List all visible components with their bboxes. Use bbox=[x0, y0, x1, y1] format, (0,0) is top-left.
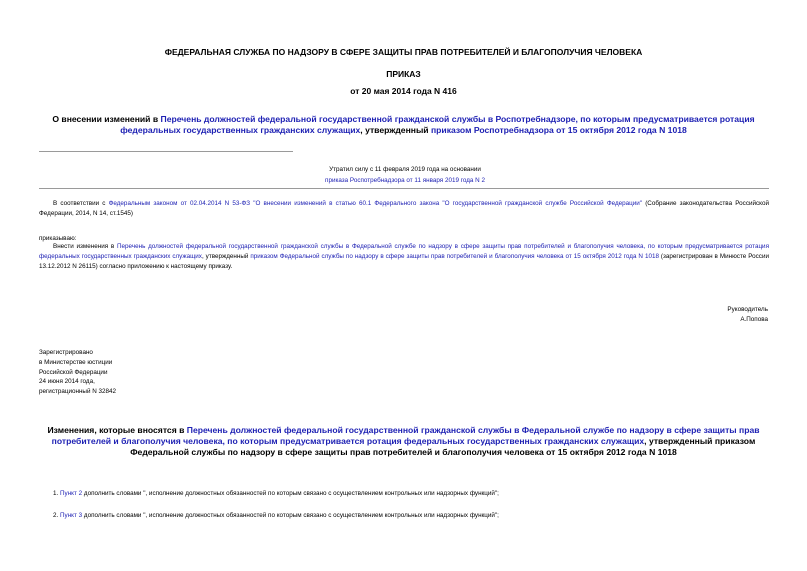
registration-line: в Министерстве юстиции bbox=[39, 358, 113, 366]
item-clause-link[interactable]: Пункт 3 bbox=[60, 512, 83, 519]
agency-heading: ФЕДЕРАЛЬНАЯ СЛУЖБА ПО НАДЗОРУ В СФЕРЕ ЗАЩИТЫ ПРАВ ПОТРЕБИТЕЛЕЙ И БЛАГОПОЛУЧИЯ ЧЕЛОВЕКА bbox=[164, 47, 643, 57]
change-item bbox=[53, 511, 499, 521]
signer-name: А.Попова bbox=[740, 316, 768, 323]
title-middle: , утвержденный bbox=[360, 125, 431, 135]
signer-position: Руководитель bbox=[727, 306, 768, 313]
order-suffix: (зарегистрирован в Минюсте России 13.12.2012 N 26115) согласно приложению к настоящему приказу. bbox=[39, 252, 769, 270]
title-prefix: О внесении изменений в bbox=[52, 114, 161, 124]
title-list-link[interactable]: Перечень должностей федеральной государственной гражданской службы в Роспотребнадзоре, по которым предусматривается ротация федеральных государственных гражданских служащих bbox=[120, 114, 755, 135]
repeal-text: Утратил силу с 11 февраля 2019 года на основании bbox=[329, 166, 481, 173]
basis-suffix: (Собрание законодательства Российской Федерации, 2014, N 14, ст.1545) bbox=[39, 200, 770, 217]
item-clause-link[interactable]: Пункт 2 bbox=[60, 490, 83, 497]
repeal-order-link[interactable]: приказа Роспотребнадзора от 11 января 2019 года N 2 bbox=[325, 177, 485, 184]
basis-prefix: В соответствии с bbox=[53, 200, 109, 207]
registration-line: регистрационный N 32842 bbox=[39, 388, 117, 396]
order-paragraph bbox=[39, 242, 769, 271]
registration-line: Российской Федерации bbox=[39, 368, 108, 376]
divider-short bbox=[39, 151, 293, 152]
document-title bbox=[36, 114, 771, 136]
order-word: приказываю: bbox=[39, 235, 77, 242]
document-type: ПРИКАЗ bbox=[386, 69, 421, 79]
item-text: дополнить словами ", исполнение должностных обязанностей по которым связано с осуществлением контрольных или надзорных функций"; bbox=[82, 512, 499, 519]
changes-prefix: Изменения, которые вносятся в bbox=[47, 425, 187, 435]
item-number: 1. bbox=[53, 490, 61, 497]
registration-line: Зарегистрировано bbox=[39, 349, 93, 356]
order-base-link[interactable]: приказом Федеральной службы по надзору в сфере защиты прав потребителей и благополучия человека от 15 октября 2012 года N 1018 bbox=[250, 252, 659, 260]
repeal-note bbox=[300, 164, 510, 186]
basis-paragraph bbox=[39, 199, 769, 219]
changes-list-link[interactable]: Перечень должностей федеральной государственной гражданской службы в Федеральной службе по надзору в сфере защиты прав потребителей и благополучия человека, по которым предусматривается ротация федеральных государственных гражданских служащих bbox=[51, 425, 760, 446]
order-prefix: Внести изменения в bbox=[53, 243, 117, 250]
item-text: дополнить словами ", исполнение должностных обязанностей по которым связано с осуществлением контрольных или надзорных функций"; bbox=[82, 490, 499, 497]
registration-block bbox=[39, 348, 116, 397]
federal-law-link[interactable]: Федеральным законом от 02.04.2014 N 53-ФЗ "О внесении изменений в статью 60.1 Федерального закона "О государственной гражданской службе Российской Федерации" bbox=[108, 200, 643, 207]
document-date: от 20 мая 2014 года N 416 bbox=[350, 86, 457, 96]
changes-middle: , утвержденный приказом Федеральной службы по надзору в сфере защиты прав потребителей и благополучия человека от 15 октября 2012 года N 1018 bbox=[130, 436, 756, 457]
item-number: 2. bbox=[53, 512, 61, 519]
changes-heading bbox=[36, 425, 771, 458]
order-list-link[interactable]: Перечень должностей федеральной государственной гражданской службы в Федеральной службе по надзору в сфере защиты прав потребителей и благополучия человека, по которым предусматривается ротация федеральных государственных гражданских служащих bbox=[39, 243, 769, 260]
order-middle: , утвержденный bbox=[201, 252, 251, 260]
registration-line: 24 июня 2014 года, bbox=[39, 378, 95, 386]
divider-full bbox=[39, 188, 769, 189]
change-item bbox=[53, 489, 499, 499]
title-order-link[interactable]: приказом Роспотребнадзора от 15 октября 2012 года N 1018 bbox=[430, 125, 687, 135]
